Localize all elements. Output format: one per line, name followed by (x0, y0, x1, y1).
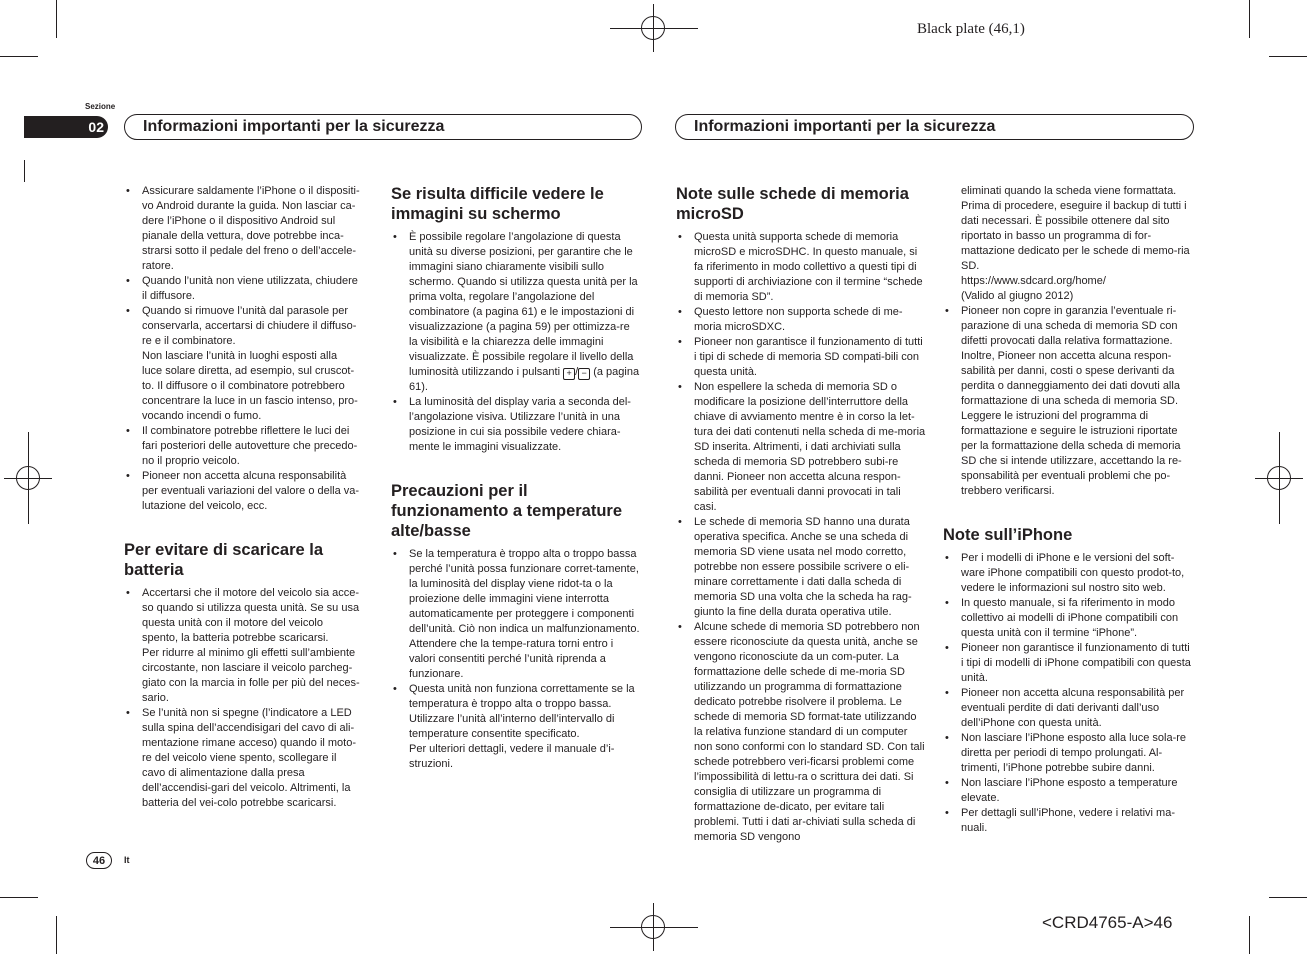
section-label: Sezione (85, 102, 116, 111)
list-item: • Pioneer non accetta alcuna responsabilità per eventuali perdite di dati derivanti dall’uso dell’iPhone con questa unità. (943, 686, 1195, 731)
crop-mark (0, 56, 38, 57)
list-item: • Pioneer non accetta alcuna responsabilità per eventuali variazioni del valore o della va-lutazione del veicolo, ecc. (124, 469, 360, 514)
minus-button-icon: − (578, 368, 590, 380)
crop-mark (1249, 0, 1250, 38)
bullet-list (124, 184, 360, 514)
section-heading: Per evitare di scaricare la batteria (124, 541, 324, 579)
list-item: • Questa unità supporta schede di memoria microSD e microSDHC. In questo manuale, si fa riferimento in modo collettivo a questi tipi di supporti di archiviazione con il termine “schede di memoria SD”. (676, 230, 926, 305)
plus-button-icon: + (563, 368, 575, 380)
list-item: • Questo lettore non supporta schede di me-moria microSDXC. (676, 305, 926, 335)
list-item (391, 230, 641, 395)
column-2 (391, 184, 641, 772)
paragraph: Non lasciare l’unità in luoghi esposti alla luce solare diretta, ad esempio, sul cruscot-to. Il diffusore o il combinatore potrebbero concentrare la luce in un fascio intenso, pro-vocando incendi o fumo. (142, 350, 358, 422)
bullet-list (391, 547, 641, 772)
list-item: • Assicurare saldamente l’iPhone o il dispositi-vo Android durante la guida. Non lasciar ca-dere l’iPhone o il dispositivo Android sul pianale della vettura, dove potrebbe inca-strarsi sotto il pedale del freno o dell’accele-ratore. (124, 184, 360, 274)
section-heading: Note sulle schede di memoria microSD (676, 185, 909, 223)
column-1 (124, 184, 360, 811)
paragraph: (a pagina 61). (409, 366, 640, 393)
list-item: • La luminosità del display varia a seconda del-l’angolazione visiva. Utilizzare l’unità in una posizione in cui sia possibile vedere chiara-mente le immagini visualizzate. (391, 395, 641, 455)
list-item (391, 682, 641, 772)
url-link[interactable]: https://www.sdcard.org/home/ (961, 275, 1106, 287)
paragraph: Per ulteriori dettagli, vedere il manuale d’i-struzioni. (409, 743, 615, 770)
header-left: Informazioni importanti per la sicurezza (124, 114, 642, 140)
bullet-list (943, 304, 1195, 499)
header-right: Informazioni importanti per la sicurezza (675, 114, 1194, 140)
list-item: • Pioneer non garantisce il funzionamento di tutti i tipi di modelli di iPhone compatibili con questa unità. (943, 641, 1195, 686)
paragraph: (Valido al giugno 2012) (961, 290, 1074, 302)
bullet-list (943, 551, 1195, 836)
section-heading: Precauzioni per il funzionamento a temperature alte/basse (391, 482, 623, 540)
list-item: • Alcune schede di memoria SD potrebbero non essere riconosciute da questa unità, anche se vengono riconosciute da un com-puter. La formattazione delle schede di me-moria SD utilizzando un programma di formattazione dedicato potrebbe risolvere il problema. Le schede di memoria SD format-tate utilizzando la relativa funzione standard di un computer non sono conformi con lo standard SD. Con tali schede potrebbero veri-ficarsi problemi come l’impossibilità di lettu-ra o scrittura dei dati. Si consiglia di utilizzare un programma di formattazione de-dicato, per evitare tali problemi. Tutti i dati ar-chiviati sulla scheda di memoria SD vengono (676, 620, 926, 845)
crop-mark (1269, 56, 1307, 57)
crop-mark (56, 0, 57, 38)
language-code: It (124, 855, 130, 865)
paragraph: Per ridurre al minimo gli effetti sull’ambiente circostante, non lasciare il veicolo parcheg-giato con la marcia in folle per più del neces-sario. (142, 647, 360, 704)
list-item (124, 586, 360, 706)
list-item (124, 304, 360, 424)
list-item: • In questo manuale, si fa riferimento in modo collettivo ai modelli di iPhone compatibili con questa unità con il termine “iPhone”. (943, 596, 1195, 641)
paragraph: • Accertarsi che il motore del veicolo sia acce-so quando si utilizza questa unità. Se su usa questa unità con il motore del veicolo spento, la batteria potrebbe scaricarsi. (142, 587, 360, 644)
column-3 (676, 184, 926, 845)
section-number: 02 (24, 116, 108, 138)
document-code: <CRD4765-A>46 (1042, 913, 1173, 932)
paragraph: • Quando si rimuove l’unità dal parasole per conservarla, accertarsi di chiudere il diffuso-re e il combinatore. (142, 305, 357, 347)
list-item: • Il combinatore potrebbe riflettere le luci dei fari posteriori delle autovetture che precedo-no il proprio veicolo. (124, 424, 360, 469)
bullet-list (391, 230, 641, 455)
crop-mark (56, 916, 57, 954)
list-item: • Per dettagli sull’iPhone, vedere i relativi ma-nuali. (943, 806, 1195, 836)
separator: / (575, 366, 579, 378)
bullet-list (676, 230, 926, 845)
list-item: • Non lasciare l’iPhone esposto a temperature elevate. (943, 776, 1195, 806)
list-item: • Non espellere la scheda di memoria SD o modificare la posizione dell’interruttore della chiave di avviamento mentre è in corso la let-tura dei dati contenuti nella scheda di me-moria SD inserita. Altrimenti, i dati archiviati sulla scheda di memoria SD potrebbero subi-re danni. Pioneer non accetta alcuna respon-sabilità per eventuali danni provocati in tali casi. (676, 380, 926, 515)
crop-mark (1249, 916, 1250, 954)
page-number: 46 (86, 852, 112, 869)
list-item: • Non lasciare l’iPhone esposto alla luce sola-re diretta per periodi di tempo prolungati. Al-trimenti, l’iPhone potrebbe subire danni. (943, 731, 1195, 776)
paragraph: È possibile regolare l’angolazione di questa unità su diverse posizioni, per garantire che le immagini siano chiaramente visibili sullo schermo. Quando si utilizza questa unità per la prima volta, regolare l’angolazione del combinatore (a pagina 61) e le impostazioni di visualizzazione (a pagina 59) per ottimizza-re la visibilità e la chiarezza delle immagini visualizzate. È possibile regolare il livello della luminosità utilizzando i pulsanti (409, 231, 638, 378)
list-item: • Pioneer non garantisce il funzionamento di tutti i tipi di schede di memoria SD compati-bili con questa unità. (676, 335, 926, 380)
paragraph: eliminati quando la scheda viene formattata. Prima di procedere, eseguire il backup di tutti i dati necessari. È possibile ottenere dal sito riportato in basso un programma di for-mattazione dedicato per le schede di memo-ria SD. (961, 185, 1190, 272)
list-item: • Se l’unità non si spegne (l’indicatore a LED sulla spina dell’accendisigari del cavo di ali-mentazione rimane acceso) quando il moto-re del veicolo viene spento, scollegare il cavo di alimentazione dalla presa dell’accendisi-gari del veicolo. Altrimenti, la batteria del vei-colo potrebbe scaricarsi. (124, 706, 360, 811)
plate-label: Black plate (46,1) (917, 21, 1025, 37)
list-item: • Le schede di memoria SD hanno una durata operativa specifica. Anche se una scheda di memoria SD viene usata nel modo corretto, potrebbe non essere possibile scrivere o eli-minare correttamente i dati dalla scheda di memoria SD una volta che la scheda ha rag-giunto la fine della durata operativa utile. (676, 515, 926, 620)
crop-mark (1269, 897, 1307, 898)
crop-mark (0, 897, 38, 898)
bullet-list (124, 586, 360, 811)
paragraph: • Questa unità non funziona correttamente se la temperatura è troppo alta o troppo bassa. Utilizzare l’unità all’interno dell’intervallo di temperature consentite specificato. (409, 683, 635, 740)
list-item: • Per i modelli di iPhone e le versioni del soft-ware iPhone compatibili con questo prodot-to, vedere le informazioni sul nostro sito web. (943, 551, 1195, 596)
section-heading: Se risulta difficile vedere le immagini su schermo (391, 185, 604, 223)
list-item: • Quando l’unità non viene utilizzata, chiudere il diffusore. (124, 274, 360, 304)
crop-mark (24, 160, 25, 182)
column-4 (943, 184, 1195, 836)
list-item: • Pioneer non copre in garanzia l’eventuale ri-parazione di una scheda di memoria SD con difetti provocati dalla relativa formattazione. Inoltre, Pioneer non accetta alcuna respon-sabilità per danni, costi o spese derivanti da perdita o danneggiamento dei dati dovuti alla formattazione di una scheda di memoria SD. Leggere le istruzioni del programma di formattazione e seguire le istruzioni riportate per la formattazione della scheda di memoria SD che si intende utilizzare, accettando la re-sponsabilità per eventuali problemi che po-trebbero verificarsi. (943, 304, 1195, 499)
list-item: • Se la temperatura è troppo alta o troppo bassa perché l’unità possa funzionare corret-tamente, la luminosità del display viene ridot-ta o la proiezione delle immagini viene interrotta automaticamente per proteggere i componenti dell’unità. Ciò non indica un malfunzionamento. Attendere che la tempe-ratura torni entro i valori consentiti perché l’unità riprenda a funzionare. (391, 547, 641, 682)
section-heading: Note sull’iPhone (943, 526, 1073, 544)
